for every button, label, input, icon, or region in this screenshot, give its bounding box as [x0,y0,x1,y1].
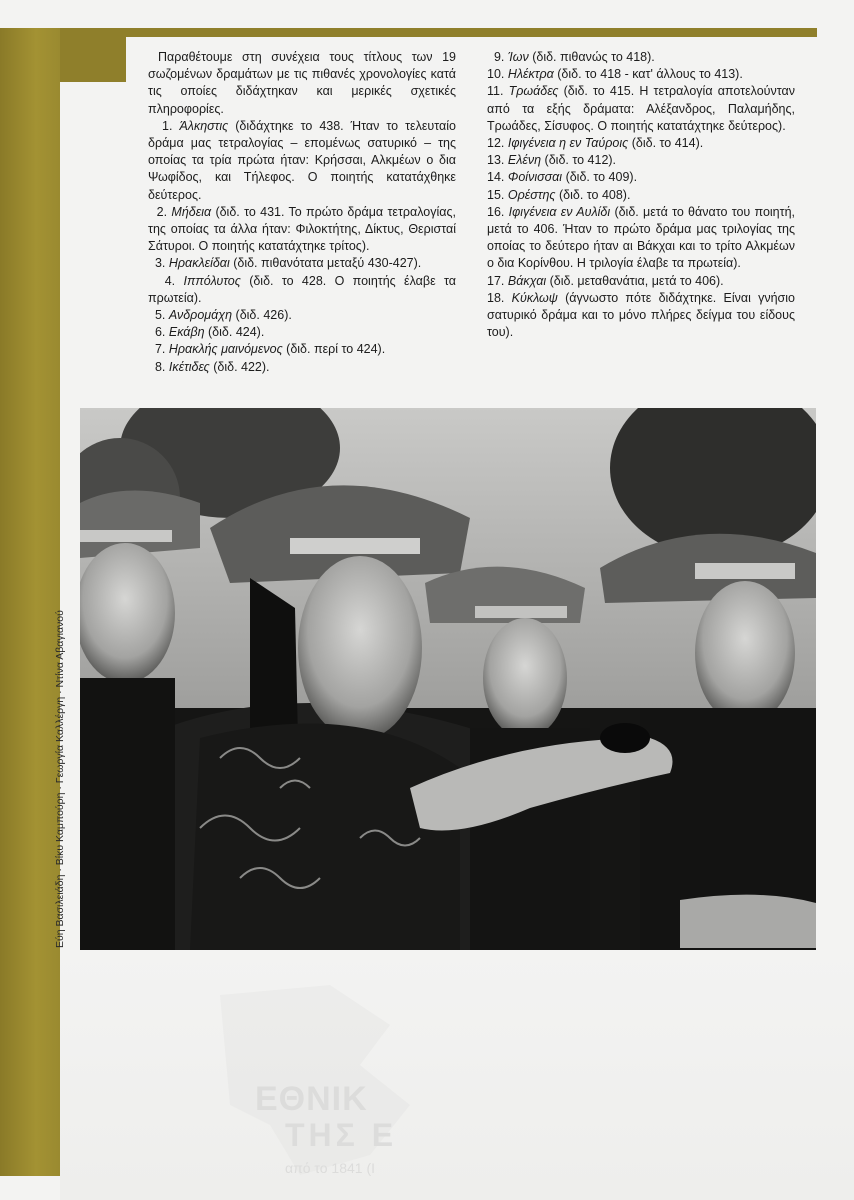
play-title: Ιφιγένεια εν Αυλίδι [508,204,611,219]
play-entry: 10. Ηλέκτρα (διδ. το 418 - κατ' άλλους το 413). [487,67,743,82]
watermark-line-1: ΕΘΝΙΚ [255,1080,368,1118]
play-title: Ηρακλής μαινόμενος [168,342,283,357]
play-entry: 15. Ορέστης (διδ. το 408). [487,187,631,202]
play-entry: 18. Κύκλωψ (άγνωστο πότε διδάχτηκε. Είναι γνήσιο σατυρικό δράμα και το μόνο πλήρες δείγμα του είδους του). [487,290,795,340]
watermark-line-3: από το 1841 (Ι [285,1160,376,1176]
play-title: Ίων [507,50,529,64]
play-entry: 14. Φοίνισσαι (διδ. το 409). [487,170,638,185]
play-title: Εκάβη [168,325,205,340]
gold-side-band [0,28,60,1176]
play-title: Ελένη [507,153,542,168]
play-entry: 3. Ηρακλείδαι (διδ. πιθανότατα μεταξύ 430-427). [154,256,422,271]
play-entry: 4. Ιππόλυτος (διδ. το 428. Ο ποιητής έλαβε τα πρωτεία). [148,273,457,305]
play-entry: 7. Ηρακλής μαινόμενος (διδ. περί το 424). [154,342,386,357]
play-title: Φοίνισσαι [507,170,563,185]
play-title: Βάκχαι [507,273,547,288]
play-title: Ανδρομάχη [168,308,233,323]
gold-corner-block [60,37,126,82]
photo-credit: Εύη Βασιλειάδη · Βίκυ Καμπούρη · Γεωργία Καλλέργη · Ντίνα Αβαγιανού [54,610,66,948]
play-title: Ιππόλυτος [183,273,241,288]
play-title: Τρωάδες [508,84,559,99]
gold-top-rule [60,28,817,37]
play-entry: 6. Εκάβη (διδ. 424). [154,325,265,340]
play-title: Ορέστης [507,187,556,202]
play-entry: 5. Ανδρομάχη (διδ. 426). [154,308,292,323]
play-entry: 9. Ίων (διδ. πιθανώς το 418). [493,50,655,64]
play-title: Μήδεια [171,204,212,219]
play-title: Ηρακλείδαι [168,256,230,271]
play-entry: 11. Τρωάδες (διδ. το 415. Η τετραλογία αποτελούνταν από τα εξής δράματα: Αλέξανδρος, Παλαμήδης, Τρωάδες, Σίσυφος. Ο ποιητής κατατάχτηκε δεύτερος). [487,84,795,133]
play-title: Ικέτιδες [168,359,210,374]
play-entry: 8. Ικέτιδες (διδ. 422). [154,359,270,374]
text-column-right [487,49,795,341]
play-title: Άλκηστις [179,118,229,133]
intro-paragraph: Παραθέτουμε στη συνέχεια τους τίτλους των 19 σωζομένων δραμάτων με τις πιθανές χρονολογίες κατά τις οποίες διδάχτηκαν και μερικές σχετικές πληροφορίες. [148,50,456,116]
play-title: Ηλέκτρα [507,67,554,82]
play-title: Κύκλωψ [511,290,558,305]
play-entry: 16. Ιφιγένεια εν Αυλίδι (διδ. μετά το θάνατο του ποιητή, μετά το 406. Ήταν το πρώτο δράμα μας τριλογίας της οποίας το δεύτερο ήταν αι Βάκχαι και το τρίτο Αλκμέων ο δια Κορίνθου. Η τριλογία έλαβε τα πρωτεία). [487,204,795,271]
photo-illustration [80,408,816,950]
chorus-photograph [80,408,816,950]
play-title: Ιφιγένεια η εν Ταύροις [507,136,629,151]
watermark-line-2: ΤΗΣ Ε [285,1117,398,1153]
play-entry: 17. Βάκχαι (διδ. μεταθανάτια, μετά το 406). [487,273,724,288]
play-entry: 2. Μήδεια (διδ. το 431. Το πρώτο δράμα τετραλογίας, της οποίας τα άλλα ήταν: Φιλοκτήτης, Δίκτυς, Θερισταί Σάτυροι. Ο ποιητής κατατάχτηκε τρίτος). [148,204,456,254]
play-entry: 1. Άλκηστις (διδάχτηκε το 438. Ήταν το τελευταίο δράμα μας τετραλογίας – επομένως σατυρικό – της οποίας τα τρία πρώτα ήταν: Κρήσσαι, Αλκμέων ο δια Ψωφίδος, και Τήλεφος. Ο ποιητής κατατάχθηκε δεύτερος. [148,118,456,202]
play-entry: 13. Ελένη (διδ. το 412). [487,153,617,168]
play-entry: 12. Ιφιγένεια η εν Ταύροις (διδ. το 414). [487,136,704,151]
text-column-left [148,49,456,376]
